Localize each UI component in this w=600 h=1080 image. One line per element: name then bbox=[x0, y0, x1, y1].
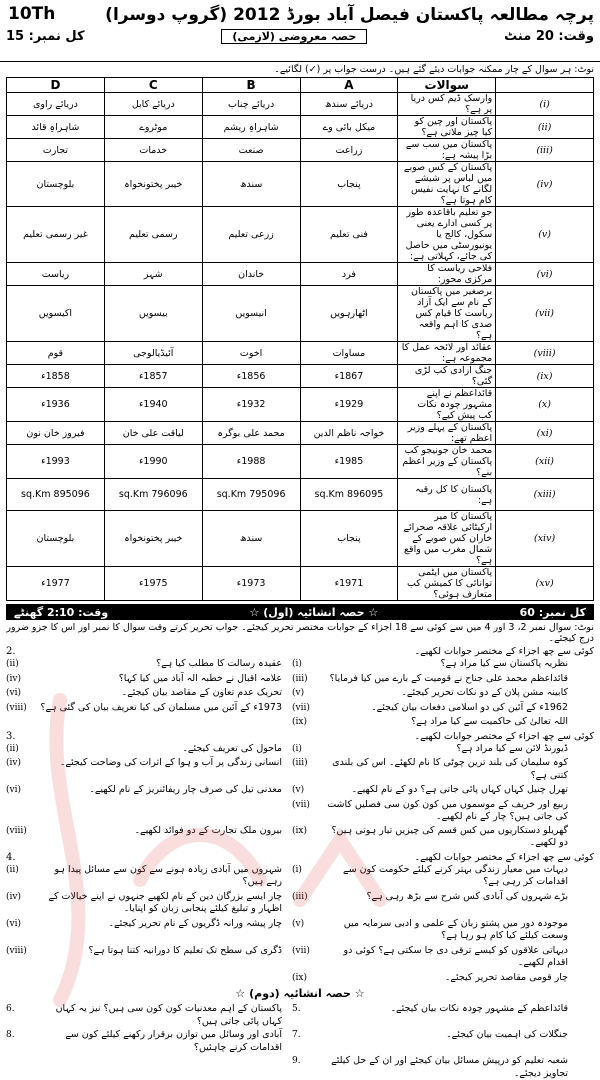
option-d: 1936ء bbox=[7, 388, 105, 422]
option-c: 1975ء bbox=[104, 567, 202, 601]
item-text: کابینہ مشن پلان کے دو نکات تحریر کیجئے۔ bbox=[401, 687, 568, 698]
table-row bbox=[7, 342, 594, 365]
mcq-question: برصغیر میں پاکستان کے نام سے ایک آزاد ریاست کا قیام کس صدی کا اہم واقعہ ہے؟ bbox=[398, 286, 496, 342]
option-c: 1940ء bbox=[104, 388, 202, 422]
table-row bbox=[7, 511, 594, 567]
option-a: پنجاب bbox=[300, 511, 398, 567]
item-text: ڈیورنڈ لائن سے کیا مراد ہے؟ bbox=[456, 742, 568, 754]
long-questions bbox=[6, 1003, 594, 1080]
option-b: 1856ء bbox=[202, 365, 300, 388]
long-row bbox=[6, 1003, 568, 1028]
item-number: (iv) bbox=[6, 891, 21, 902]
option-b: سندھ bbox=[202, 162, 300, 207]
item-number: (iv) bbox=[6, 673, 21, 684]
item-number: 9. bbox=[292, 1056, 301, 1066]
mcq-number: (i) bbox=[496, 93, 594, 116]
item-number: (v) bbox=[292, 918, 305, 929]
list-item bbox=[292, 1029, 568, 1054]
subjective-note: نوٹ: سوال نمبر 2، 3 اور 4 میں سے کوئی سے 18 اجزاء کے جوابات مختصر تحریر کیجئے۔ جواب تحریر کرتے وقت سوال کا نمبر اور اس کا جزو ضرور درج کیجئے۔ bbox=[6, 622, 594, 644]
option-a: فرد bbox=[300, 263, 398, 286]
table-row bbox=[7, 479, 594, 511]
list-item bbox=[6, 702, 282, 715]
item-text: شہروں میں آبادی زیادہ ہونے سے کون سے مسائل پیدا ہو رہے ہیں؟ bbox=[54, 863, 282, 887]
mcq-header-num bbox=[496, 78, 594, 93]
mcq-header-row bbox=[7, 78, 594, 93]
item-number: (viii) bbox=[6, 702, 27, 713]
option-b: خاندان bbox=[202, 263, 300, 286]
list-item bbox=[6, 891, 282, 916]
option-a: میکل بائی وے bbox=[300, 116, 398, 139]
item-text: انسانی زندگی پر آب و ہوا کے اثرات کی وضاحت کیجئے۔ bbox=[59, 757, 282, 768]
option-c: موٹروے bbox=[104, 116, 202, 139]
mcq-question: فلاحی ریاست کا مرکزی محور: bbox=[398, 263, 496, 286]
option-c: دریائے کابل bbox=[104, 93, 202, 116]
list-item bbox=[292, 1055, 568, 1080]
table-row bbox=[7, 207, 594, 263]
q4-items bbox=[6, 864, 594, 985]
q3-extra-items bbox=[6, 825, 594, 850]
q2-head: کوئی سے چھ اجزاء کے مختصر جوابات لکھیے۔ bbox=[414, 646, 594, 657]
total-marks: کل نمبر: 15 bbox=[6, 29, 85, 44]
list-item bbox=[6, 757, 282, 782]
list-item bbox=[292, 743, 568, 756]
item-number: (ix) bbox=[292, 825, 307, 836]
table-row bbox=[7, 388, 594, 422]
subjective-section bbox=[0, 622, 600, 1080]
mcq-question: پاکستان اور چین کو کیا چیز ملاتی ہے؟ bbox=[398, 116, 496, 139]
mcq-question: پاکستان کے کس صوبے میں لباس پر شیشے لگانے کا نہایت نفیس کام ہوتا ہے؟ bbox=[398, 162, 496, 207]
item-number: (ix) bbox=[292, 717, 307, 727]
item-number: 8. bbox=[6, 1030, 15, 1040]
item-text: معدنی تیل کی صرف چار ریفائنریز کے نام لکھیے۔ bbox=[89, 784, 282, 795]
mcq-question: پاکستان کے پہلے وزیر اعظم تھے: bbox=[398, 422, 496, 445]
list-item bbox=[292, 702, 568, 715]
option-d: بلوچستان bbox=[7, 162, 105, 207]
list-item bbox=[6, 918, 282, 943]
list-item bbox=[292, 972, 568, 985]
mcq-question: جنگ آزادی کب لڑی گئی؟ bbox=[398, 365, 496, 388]
item-number: 5. bbox=[292, 1004, 301, 1014]
option-d: فیروز خان نون bbox=[7, 422, 105, 445]
item-text: گھریلو دستکاریوں میں کس قسم کی چیزیں تیار ہوتی ہیں؟ دو لکھیے۔ bbox=[331, 824, 568, 848]
option-c: 1990ء bbox=[104, 445, 202, 479]
time-label: وقت: 20 منٹ bbox=[504, 29, 594, 44]
table-row bbox=[7, 139, 594, 162]
item-number: (iv) bbox=[6, 758, 21, 768]
option-a: پنجاب bbox=[300, 162, 398, 207]
mcq-number: (v) bbox=[496, 207, 594, 263]
option-c: آئیڈیالوجی bbox=[104, 342, 202, 365]
option-b: شاہراہِ ریشم bbox=[202, 116, 300, 139]
item-number: (iii) bbox=[292, 758, 308, 768]
item-number: (ii) bbox=[6, 743, 19, 754]
item-text: 1962ء کے آئین کی دو اسلامی دفعات بیان کیجئے۔ bbox=[371, 701, 568, 713]
item-text: پاکستان کے اہم معدنیات کون کون سی ہیں؟ نیز یہ کہاں کہاں پائی جاتی ہیں؟ bbox=[55, 1003, 282, 1027]
option-a: مساوات bbox=[300, 342, 398, 365]
list-item bbox=[292, 687, 568, 700]
list-item bbox=[6, 743, 282, 756]
q3-head: کوئی سے چھ اجزاء کے مختصر جوابات لکھیے۔ bbox=[414, 730, 594, 742]
option-b: انیسویں bbox=[202, 286, 300, 342]
option-b: صنعت bbox=[202, 139, 300, 162]
item-number: (i) bbox=[292, 743, 302, 754]
list-item bbox=[292, 784, 568, 797]
list-item bbox=[6, 1055, 282, 1080]
item-text: قائداعظم کے مشہور چودہ نکات بیان کیجئے۔ bbox=[390, 1003, 568, 1014]
item-text: عقیدہ رسالت کا مطلب کیا ہے؟ bbox=[156, 658, 282, 669]
list-item bbox=[6, 687, 282, 700]
option-d: بلوچستان bbox=[7, 511, 105, 567]
option-a: دریائے سندھ bbox=[300, 93, 398, 116]
option-a: 1867ء bbox=[300, 365, 398, 388]
item-text: اللہ تعالیٰ کی حاکمیت سے کیا مراد ہے؟ bbox=[411, 716, 568, 727]
item-number: (ii) bbox=[6, 864, 19, 875]
mcq-question: وارسک ڈیم کس دریا پر ہے؟ bbox=[398, 93, 496, 116]
item-number: (v) bbox=[292, 688, 305, 698]
subjective-time: وقت: 2:10 گھنٹے bbox=[14, 605, 109, 619]
list-item bbox=[6, 1003, 282, 1028]
mcq-question: پاکستان کا کل رقبہ ہے: bbox=[398, 479, 496, 511]
option-b: 795096 sq.Km bbox=[202, 479, 300, 511]
list-item bbox=[292, 1003, 568, 1028]
mcq-question: محمد خان جونیجو کب پاکستان کے وزیر اعظم بنے؟ bbox=[398, 445, 496, 479]
item-text: جنگلات کی اہمیت بیان کیجئے۔ bbox=[446, 1029, 568, 1040]
item-number: 6. bbox=[6, 1004, 15, 1014]
table-row bbox=[7, 263, 594, 286]
list-item bbox=[292, 825, 568, 850]
mcq-number: (iii) bbox=[496, 139, 594, 162]
item-text: دیہات میں معیار زندگی بہتر کرنے کیلئے حکومت کون سے اقدامات کر رہی ہے؟ bbox=[343, 863, 568, 887]
q3-heading bbox=[6, 731, 594, 742]
mcq-question: پاکستان میں ایٹمی توانائی کا کمیشن کب متعارف ہوئی؟ bbox=[398, 567, 496, 601]
item-number: 7. bbox=[292, 1030, 301, 1040]
item-number: (viii) bbox=[6, 825, 27, 836]
item-number: (vii) bbox=[292, 945, 310, 956]
item-number: (ix) bbox=[292, 972, 307, 983]
list-item bbox=[292, 945, 568, 970]
item-text: ڈگری کی سطح تک تعلیم کا دورانیہ کتنا ہوتا ہے؟ bbox=[88, 944, 282, 956]
mcq-number: (vii) bbox=[496, 286, 594, 342]
option-d: دریائے راوی bbox=[7, 93, 105, 116]
mcq-number: (ix) bbox=[496, 365, 594, 388]
item-text: قائداعظم محمد علی جناح نے قومیت کے بارے میں کیا فرمایا؟ bbox=[329, 672, 568, 684]
mcq-header-c: C bbox=[104, 78, 202, 93]
mcq-number: (xiii) bbox=[496, 479, 594, 511]
q4-head: کوئی سے چھ اجزاء کے مختصر جوابات لکھیے۔ bbox=[414, 851, 594, 863]
subjective-part: ☆ حصہ انشائیہ (اول) ☆ bbox=[249, 605, 379, 619]
option-d: تجارت bbox=[7, 139, 105, 162]
mcq-question: پاکستان میں سب سے بڑا پیشہ ہے: bbox=[398, 139, 496, 162]
mcq-number: (ii) bbox=[496, 116, 594, 139]
option-c: رسمی تعلیم bbox=[104, 207, 202, 263]
list-item bbox=[6, 945, 282, 970]
option-c: خیبر پختونخواہ bbox=[104, 162, 202, 207]
table-row bbox=[7, 365, 594, 388]
mcq-header-question: سوالات bbox=[398, 78, 496, 93]
long-row bbox=[6, 1055, 568, 1080]
item-number: (ii) bbox=[6, 659, 19, 669]
subjective-bar bbox=[6, 604, 594, 620]
paper-title: پرچہ مطالعہ پاکستان فیصل آباد بورڈ 2012 (گروپ دوسرا) bbox=[105, 5, 594, 25]
mcq-number: (viii) bbox=[496, 342, 594, 365]
item-number: (iii) bbox=[292, 673, 308, 684]
option-c: لیاقت علی خان bbox=[104, 422, 202, 445]
mcq-number: (xiv) bbox=[496, 511, 594, 567]
mcq-question: قائداعظم نے اپنے مشہور چودہ نکات کب پیش کیے؟ bbox=[398, 388, 496, 422]
q4-number: 4. bbox=[6, 851, 16, 863]
option-c: خدمات bbox=[104, 139, 202, 162]
table-row bbox=[7, 286, 594, 342]
mcq-header-a: A bbox=[300, 78, 398, 93]
option-d: اکیسویں bbox=[7, 286, 105, 342]
list-item bbox=[6, 825, 282, 850]
item-number: (vi) bbox=[6, 688, 21, 698]
item-text: نظریہ پاکستان سے کیا مراد ہے؟ bbox=[440, 658, 568, 669]
mcq-question: جو تعلیم باقاعدہ طور پر کسی ادارے یعنی سکول، کالج یا یونیورسٹی میں حاصل کی جائے، کہلاتی ہے: bbox=[398, 207, 496, 263]
table-row bbox=[7, 567, 594, 601]
item-text: تھرل چنیل کہاں کہاں پائی جاتی ہے؟ دو کے نام لکھیے۔ bbox=[351, 784, 568, 795]
option-a: 1929ء bbox=[300, 388, 398, 422]
option-d: 895096 sq.Km bbox=[7, 479, 105, 511]
option-c: شہر bbox=[104, 263, 202, 286]
table-row bbox=[7, 93, 594, 116]
option-c: خیبر پختونخواہ bbox=[104, 511, 202, 567]
option-a: 1985ء bbox=[300, 445, 398, 479]
item-text: علامہ اقبال نے خطبہ الہ آباد میں کیا کہا؟ bbox=[118, 672, 282, 684]
item-text: چار پیشہ ورانہ ڈگریوں کے نام تحریر کیجئے۔ bbox=[108, 917, 282, 929]
item-number: (v) bbox=[292, 785, 305, 795]
table-row bbox=[7, 162, 594, 207]
option-c: 1857ء bbox=[104, 365, 202, 388]
mcq-question: پاکستان کا میر ارکیٹائی علاقہ صحرائے خاران کس صوبے کے شمال مغرب میں واقع ہے؟ bbox=[398, 511, 496, 567]
mcq-number: (xi) bbox=[496, 422, 594, 445]
mcq-number: (xv) bbox=[496, 567, 594, 601]
item-text: 1973ء کے آئین میں مسلمان کی کیا تعریف بیان کی گئی ہے؟ bbox=[40, 701, 282, 713]
table-row bbox=[7, 422, 594, 445]
option-d: شاہراہِ قائد bbox=[7, 116, 105, 139]
option-a: زراعت bbox=[300, 139, 398, 162]
option-d: قوم bbox=[7, 342, 105, 365]
option-b: سندھ bbox=[202, 511, 300, 567]
option-b: زرعی تعلیم bbox=[202, 207, 300, 263]
item-text: آبادی اور وسائل میں توازن برقرار رکھنے کیلئے کون سے اقدامات کرنے چاہئیں؟ bbox=[65, 1029, 282, 1053]
item-number: (viii) bbox=[6, 945, 27, 956]
item-number: (i) bbox=[292, 864, 302, 875]
mcq-number: (x) bbox=[496, 388, 594, 422]
item-text: بڑے شہروں کی آبادی کس شرح سے بڑھ رہی ہے؟ bbox=[366, 890, 568, 902]
part-label: حصہ معروضی (لازمی) bbox=[221, 29, 367, 44]
option-a: 1971ء bbox=[300, 567, 398, 601]
item-text: ماحول کی تعریف کیجئے۔ bbox=[182, 742, 282, 754]
header-meta bbox=[6, 29, 594, 44]
item-number: (vii) bbox=[292, 799, 310, 810]
item-text: بیرون ملک تجارت کے دو فوائد لکھیے۔ bbox=[134, 824, 282, 836]
item-text: تحریک عدم تعاون کے مقاصد بیان کیجئے۔ bbox=[121, 687, 282, 698]
table-row bbox=[7, 445, 594, 479]
option-b: محمد علی بوگرہ bbox=[202, 422, 300, 445]
list-item bbox=[6, 658, 282, 671]
list-item bbox=[292, 864, 568, 889]
option-b: دریائے چناب bbox=[202, 93, 300, 116]
long-row bbox=[6, 1029, 568, 1054]
option-d: 1993ء bbox=[7, 445, 105, 479]
item-number: (iii) bbox=[292, 891, 308, 902]
mcq-header-d: D bbox=[7, 78, 105, 93]
option-b: 1973ء bbox=[202, 567, 300, 601]
mcq-number: (vi) bbox=[496, 263, 594, 286]
paper-header bbox=[0, 0, 600, 62]
list-item bbox=[6, 1029, 282, 1054]
option-d: 1977ء bbox=[7, 567, 105, 601]
option-d: غیر رسمی تعلیم bbox=[7, 207, 105, 263]
mcq-header-b: B bbox=[202, 78, 300, 93]
mcq-table bbox=[6, 77, 594, 601]
q2-number: 2. bbox=[6, 646, 16, 657]
option-a: فنی تعلیم bbox=[300, 207, 398, 263]
option-d: 1858ء bbox=[7, 365, 105, 388]
list-item bbox=[292, 658, 568, 671]
option-a: 896095 sq.Km bbox=[300, 479, 398, 511]
q3-items bbox=[6, 743, 594, 824]
list-item bbox=[292, 673, 568, 686]
q2-heading bbox=[6, 646, 594, 657]
option-b: اخوت bbox=[202, 342, 300, 365]
item-number: (i) bbox=[292, 659, 302, 669]
list-item bbox=[6, 784, 282, 797]
list-item bbox=[292, 757, 568, 782]
objective-note: نوٹ: ہر سوال کے چار ممکنہ جوابات دیئے گئے ہیں۔ درست جواب پر (✓) لگائیے۔ bbox=[274, 64, 594, 75]
item-text: چار ایسے بزرگان دین کے نام لکھیے جنہوں نے اپنے خیالات کے اظہار و تبلیغ کیلئے پنجابی زبان کو اپنایا۔ bbox=[48, 890, 282, 914]
option-b: 1988ء bbox=[202, 445, 300, 479]
q3-number: 3. bbox=[6, 730, 16, 742]
item-text: کوہ سلیمان کی بلند ترین چوٹی کا نام لکھئے۔ اس کی بلندی کتنی ہے؟ bbox=[332, 757, 568, 781]
option-d: ریاست bbox=[7, 263, 105, 286]
item-number: (vi) bbox=[6, 785, 21, 795]
list-item bbox=[6, 673, 282, 686]
option-b: 1932ء bbox=[202, 388, 300, 422]
option-c: بیسویں bbox=[104, 286, 202, 342]
item-number: (vi) bbox=[6, 918, 21, 929]
list-item bbox=[292, 918, 568, 943]
item-text: چار قومی مقاصد تحریر کیجئے۔ bbox=[444, 971, 568, 983]
q2-items bbox=[6, 658, 594, 729]
item-text: ربیع اور خریف کے موسموں میں کون کون سی فصلیں کاشت کی جاتی ہیں؟ چار کے نام لکھیے۔ bbox=[327, 798, 568, 822]
part2-heading: ☆ حصہ انشائیہ (دوم) ☆ bbox=[235, 987, 365, 1000]
list-item bbox=[292, 799, 568, 824]
option-c: 796096 sq.Km bbox=[104, 479, 202, 511]
q4-heading bbox=[6, 852, 594, 863]
mcq-number: (iv) bbox=[496, 162, 594, 207]
list-item bbox=[292, 716, 568, 729]
mcq-number: (xii) bbox=[496, 445, 594, 479]
item-text: دیہاتی علاقوں کو کیسے ترقی دی جا سکتی ہے؟ کوئی دو اقدام لکھیے۔ bbox=[343, 944, 568, 968]
item-text: موجودہ دور میں پشتو زبان کے علمی و ادبی سرمایہ میں وسعت کیلئے کیا کام ہو رہا ہے؟ bbox=[343, 917, 568, 941]
item-number: (vii) bbox=[292, 702, 310, 713]
list-item bbox=[292, 891, 568, 916]
class-label: 10Th bbox=[8, 4, 56, 24]
subjective-marks: کل نمبر: 60 bbox=[519, 605, 586, 619]
list-item bbox=[6, 864, 282, 889]
mcq-question: عقائد اور لائحہ عمل کا مجموعہ ہے: bbox=[398, 342, 496, 365]
option-a: اٹھارہویں bbox=[300, 286, 398, 342]
item-text: شعبہ تعلیم کو درپیش مسائل بیان کیجئے اور ان کے حل کیلئے تجاویز دیجئے۔ bbox=[331, 1055, 568, 1079]
option-a: خواجہ ناظم الدین bbox=[300, 422, 398, 445]
table-row bbox=[7, 116, 594, 139]
mcq-body bbox=[7, 93, 594, 601]
